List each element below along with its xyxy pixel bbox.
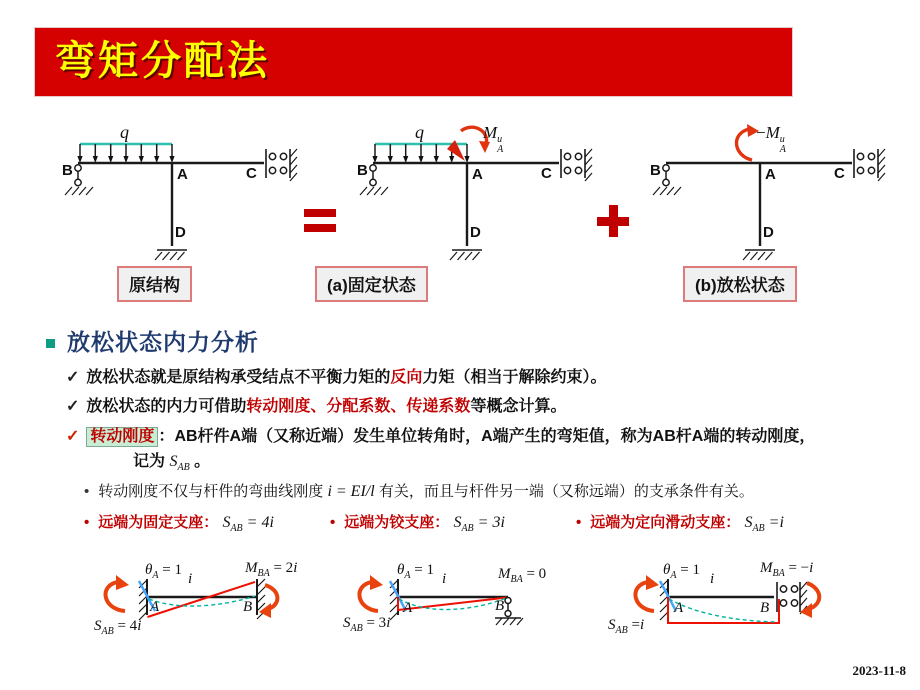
node-label-B: B — [760, 600, 770, 616]
roller-support-C — [854, 149, 885, 181]
unbalanced-moment-label: M u A — [483, 123, 504, 155]
node-label-C: C — [246, 165, 257, 182]
fixed-support-D — [743, 250, 775, 260]
node-label-A: A — [150, 599, 160, 615]
emphasis-red: 转动刚度、分配系数、传递系数 — [246, 398, 471, 415]
S-AB-symbol: $S_{AB}$ — [169, 453, 190, 474]
node-label-B: B — [650, 162, 661, 179]
node-label-D: D — [470, 224, 481, 241]
caption-released-state: (b)放松状态 — [683, 266, 797, 302]
distributed-load — [77, 144, 174, 163]
S-AB-value: $S_{AB} =i$ — [744, 514, 784, 535]
S-AB-value: $S_{AB} = 3i$ — [453, 514, 505, 535]
stiffness-i-label: i — [710, 571, 715, 587]
case-far-end-sliding: • 远端为定向滑动支座： $S_{AB} =i$ — [576, 514, 784, 535]
emphasis-red: 反向 — [390, 369, 423, 386]
dot-bullet-icon: • — [84, 514, 90, 531]
check-icon: ✓ — [66, 428, 80, 445]
slide-date: 2023-11-8 — [852, 663, 906, 678]
fixed-support-D — [155, 250, 187, 260]
case-far-end-pinned: • 远端为铰支座： $S_{AB} = 3i$ — [330, 514, 505, 535]
plus-icon — [597, 205, 629, 237]
bullet-line-2: ✓ 放松状态的内力可借助转动刚度、分配系数、传递系数等概念计算。 — [66, 398, 567, 415]
node-label-D: D — [175, 224, 186, 241]
S-AB-value: $S_{AB} = 4i$ — [222, 514, 274, 535]
released-moment-label: −M u A — [756, 123, 786, 155]
node-label-B: B — [495, 598, 505, 614]
node-label-B: B — [243, 599, 253, 615]
fixed-support-D — [450, 250, 482, 260]
node-label-D: D — [763, 224, 774, 241]
node-label-A: A — [472, 166, 483, 183]
node-label-A: A — [674, 600, 684, 616]
bullet-line-1: ✓ 放松状态就是原结构承受结点不平衡力矩的反向力矩（相当于解除约束）。 — [66, 369, 607, 386]
check-icon: ✓ — [66, 369, 80, 386]
theta-A-label: $\theta_A = 1$ — [397, 562, 434, 581]
bullet-line-3: ✓ 转动刚度 ：AB杆件A端（又称近端）发生单位转角时，A端产生的弯矩值，称为AB杆A端的转动刚度， — [66, 428, 816, 445]
title-bar — [35, 28, 792, 96]
stiffness-formula: i = EI/l — [327, 483, 375, 500]
node-label-A: A — [765, 166, 776, 183]
highlighted-term: 转动刚度 — [86, 427, 158, 447]
check-icon: ✓ — [66, 398, 80, 415]
case-far-end-fixed: • 远端为固定支座： $S_{AB} = 4i$ — [84, 514, 274, 535]
roller-support-C — [266, 149, 297, 181]
sliding-support-B — [777, 582, 807, 614]
M-BA-label: $M_{BA} = 0$ — [498, 566, 547, 585]
S-AB-label: $S_{AB} = 3i$ — [343, 615, 391, 634]
M-BA-label: $M_{BA} = -i$ — [760, 560, 814, 579]
dot-bullet-icon: • — [330, 514, 336, 531]
caption-original: 原结构 — [117, 266, 192, 302]
node-label-C: C — [541, 165, 552, 182]
stiffness-i-label: i — [188, 571, 193, 587]
section-heading: 放松状态内力分析 — [67, 329, 259, 355]
M-BA-label: $M_{BA} = 2i$ — [245, 560, 298, 579]
node-label-C: C — [834, 165, 845, 182]
rotation-arrow-A — [359, 575, 383, 611]
rotation-arrow-A — [106, 575, 129, 611]
dot-bullet-icon: • — [576, 514, 582, 531]
node-label-A: A — [403, 600, 413, 616]
tangent-line — [148, 582, 256, 617]
S-AB-label: $S_{AB} = 4i$ — [94, 618, 142, 637]
dot-bullet-icon: • — [84, 483, 90, 500]
caption-fixed-state: (a)固定状态 — [315, 266, 428, 302]
bullet-line-3-continued: 记为 $S_{AB}$ 。 — [133, 453, 211, 474]
square-bullet-icon — [46, 339, 55, 348]
load-label-q: q — [120, 122, 129, 142]
page-title: 弯矩分配法 — [55, 38, 270, 83]
theta-A-label: $\theta_A = 1$ — [663, 562, 700, 581]
theta-A-label: $\theta_A = 1$ — [145, 562, 182, 581]
roller-support-C — [561, 149, 592, 181]
load-label-q: q — [415, 122, 424, 142]
node-label-A: A — [177, 166, 188, 183]
equals-icon — [304, 209, 336, 233]
node-label-B: B — [357, 162, 368, 179]
rotation-arrow-A — [635, 575, 659, 611]
moment-arrow-B — [800, 583, 819, 618]
node-label-B: B — [62, 162, 73, 179]
stiffness-i-label: i — [442, 571, 447, 587]
S-AB-label: $S_{AB} =i$ — [608, 617, 645, 636]
diagram-original-structure — [40, 120, 335, 270]
note-line: • 转动刚度不仅与杆件的弯曲线刚度 i = EI/l 有关，而且与杆件另一端（又称远端）的支承条件有关。 — [84, 483, 754, 500]
